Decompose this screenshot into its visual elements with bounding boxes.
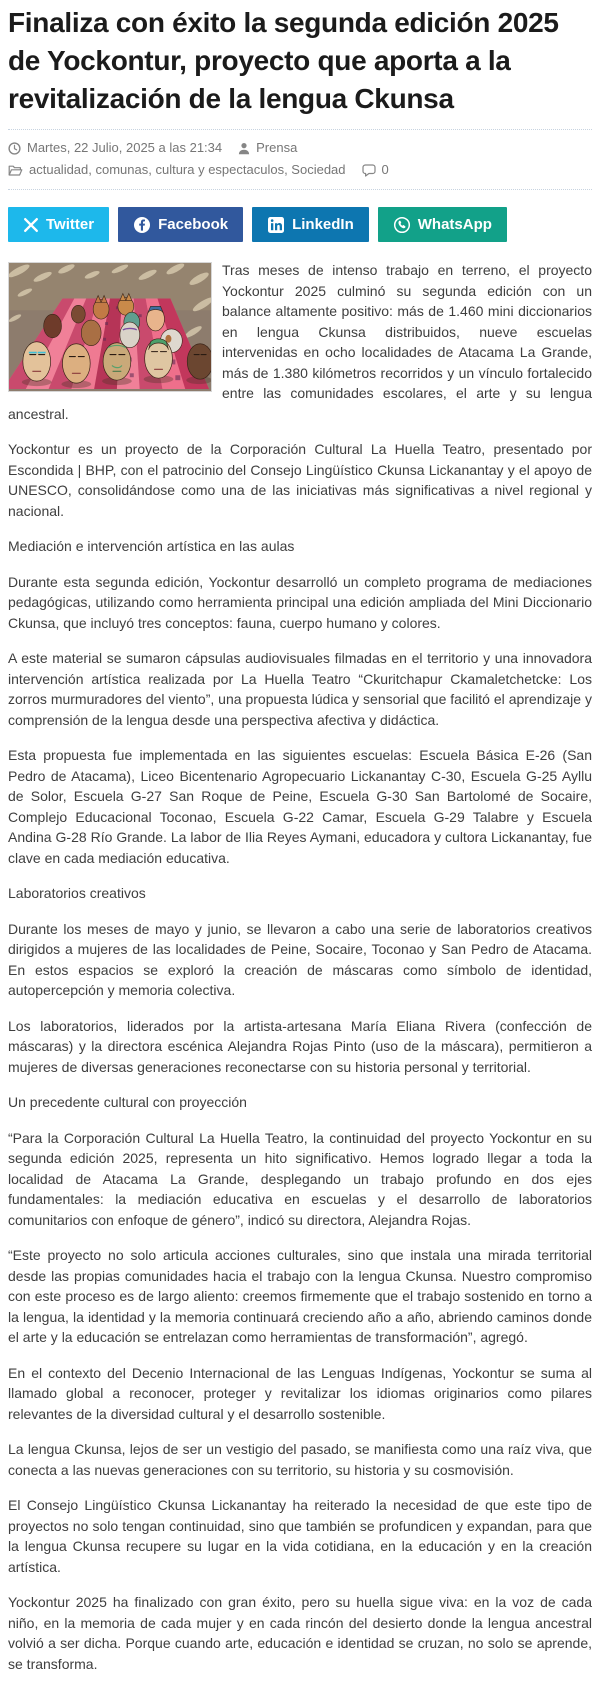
- share-twitter-button[interactable]: [8, 207, 109, 242]
- article-paragraph: Yockontur 2025 ha finalizado con gran éxito, pero su huella sigue viva: en la voz de cada niño, en la memoria de cada mujer y en cada rincón del desierto donde la lengua ancestral volvió a ser dicha. Porque cuando arte, educación e identidad se cruzan, no solo se aprende, se transforma.: [8, 1594, 592, 1672]
- article-paragraph: El Consejo Lingüístico Ckunsa Lickanantay ha reiterado la necesidad de que este tipo de proyectos no solo tengan continuidad, sino que también se profundicen y expandan, para que la lengua Ckunsa recupere su lugar en la vida cotidiana, en la educación y en la creación artística.: [8, 1497, 592, 1575]
- article-paragraph: “Este proyecto no solo articula acciones culturales, sino que instala una mirada territorial desde las propias comunidades hacia el trabajo con la lengua Ckunsa. Nuestro compromiso con este proceso es de largo aliento: creemos firmemente que el trabajo sostenido en torno a la lengua, la identidad y la memoria continuará creciendo año a año, abriendo caminos donde el arte y la educación se entrelazan como herramientas de transformación”, agregó.: [8, 1247, 592, 1345]
- article-page: [0, 4, 600, 1689]
- article-paragraph: Yockontur es un proyecto de la Corporación Cultural La Huella Teatro, presentado por Escondida | BHP, con el patrocinio del Consejo Lingüístico Ckunsa Lickanantay y el apoyo de UNESCO, consolidándose como una de las iniciativas más significativas a nivel regional y nacional.: [8, 441, 592, 519]
- whatsapp-icon: [393, 216, 411, 234]
- meta-date: [8, 138, 222, 158]
- meta-date-text: Martes, 22 Julio, 2025 a las 21:34: [27, 140, 223, 155]
- article-subheading: Mediación e intervención artística en las aulas: [8, 538, 295, 554]
- article-subheading: Un precedente cultural con proyección: [8, 1094, 247, 1110]
- linkedin-icon: [267, 216, 285, 234]
- meta-categories-text: actualidad, comunas, cultura y espectaculos, Sociedad: [29, 162, 346, 177]
- share-whatsapp-label: WhatsApp: [417, 216, 492, 233]
- article-paragraph: Tras meses de intenso trabajo en terreno, el proyecto Yockontur 2025 culminó su segunda edición con un balance altamente positivo: más de 1.460 mini diccionarios en lengua Ckunsa distribuidos, nueve escuelas intervenidas en ocho localidades de Atacama La Grande, más de 1.380 kilómetros recorridos y un vínculo fortalecido entre las comunidades escolares, el arte y su lengua ancestral.: [8, 262, 592, 422]
- article-paragraph: A este material se sumaron cápsulas audiovisuales filmadas en el territorio y una innovadora intervención artística realizada por La Huella Teatro “Ckuritchapur Ckamaletchetcke: Los zorros murmuradores del viento”, una propuesta lúdica y sensorial que facilitó el aprendizaje y comprensión de la lengua desde una perspectiva afectiva y didáctica.: [8, 650, 592, 728]
- facebook-icon: [133, 216, 151, 234]
- share-linkedin-label: LinkedIn: [292, 216, 354, 233]
- meta-author-text: Prensa: [256, 140, 298, 155]
- meta-comments-count: 0: [381, 162, 389, 177]
- article-paragraph: Esta propuesta fue implementada en las siguientes escuelas: Escuela Básica E-26 (San Pedro de Atacama), Liceo Bicentenario Agropecuario Lickanantay C-30, Escuela G-25 Ayllu de Solor, Escuela G-27 San Roque de Peine, Escuela G-30 San Bartolomé de Socaire, Complejo Educacional Toconao, Escuela G-22 Camar, Escuela G-29 Talabre y Escuela Andina G-28 Río Grande. La labor de Ilia Reyes Aymani, educadora y cultora Lickanantay, fue clave en cada mediación educativa.: [8, 747, 592, 866]
- share-whatsapp-button[interactable]: [378, 207, 507, 242]
- share-facebook-label: Facebook: [158, 216, 229, 233]
- share-buttons: [8, 207, 592, 242]
- page-title: Finaliza con éxito la segunda edición 2025 de Yockontur, proyecto que aporta a la revitalización de la lengua Ckunsa: [8, 7, 559, 114]
- share-facebook-button[interactable]: [118, 207, 243, 242]
- meta-author[interactable]: [238, 138, 297, 158]
- article-paragraph: “Para la Corporación Cultural La Huella Teatro, la continuidad del proyecto Yockontur en su segunda edición 2025, representa un hito significativo. Hemos logrado llegar a toda la localidad de Atacama La Grande, desplegando un trabajo profundo en dos ejes fundamentales: la mediación educativa en escuelas y el desarrollo de laboratorios comunitarios con enfoque de género”, indicó su directora, Alejandra Rojas.: [8, 1129, 592, 1228]
- article-paragraph: En el contexto del Decenio Internacional de las Lenguas Indígenas, Yockontur se suma al llamado global a reconocer, proteger y revitalizar los idiomas originarios como pilares relevantes de la diversidad cultural y el desarrollo sostenible.: [8, 1364, 592, 1422]
- user-icon: [238, 142, 250, 155]
- meta-comments[interactable]: [362, 160, 389, 180]
- article-body: [8, 260, 592, 1689]
- share-linkedin-button[interactable]: [252, 207, 369, 242]
- x-icon: [23, 217, 39, 233]
- article-subheading: Laboratorios creativos: [8, 885, 146, 901]
- clock-icon: [8, 142, 21, 155]
- article-paragraph: Durante esta segunda edición, Yockontur desarrolló un completo programa de mediaciones pedagógicas, utilizando como herramienta principal una edición ampliada del Mini Diccionario Ckunsa, que incluyó tres conceptos: fauna, cuerpo humano y colores.: [8, 573, 592, 631]
- folder-icon: [8, 164, 23, 177]
- article-paragraph: Durante los meses de mayo y junio, se llevaron a cabo una serie de laboratorios creativos dirigidos a mujeres de las localidades de Peine, Socaire, Toconao y San Pedro de Atacama. En estos espacios se exploró la creación de máscaras como símbolo de identidad, autopercepción y memoria colectiva.: [8, 920, 592, 998]
- meta-categories[interactable]: [8, 160, 346, 180]
- share-twitter-label: Twitter: [46, 216, 95, 233]
- article-paragraph: La lengua Ckunsa, lejos de ser un vestigio del pasado, se manifiesta como una raíz viva, que conecta a las nuevas generaciones con su territorio, su historia y su cosmovisión.: [8, 1441, 592, 1478]
- comment-icon: [362, 164, 376, 177]
- article-meta: [8, 129, 592, 190]
- masks-photo-illustration: [9, 263, 211, 391]
- article-paragraph: Los laboratorios, liderados por la artista-artesana María Eliana Rivera (confección de máscaras) y la directora escénica Alejandra Rojas Pinto (uso de la máscara), permitieron a mujeres de diversas generaciones reconectarse con su historia personal y territorial.: [8, 1017, 592, 1075]
- article-photo: [8, 262, 212, 392]
